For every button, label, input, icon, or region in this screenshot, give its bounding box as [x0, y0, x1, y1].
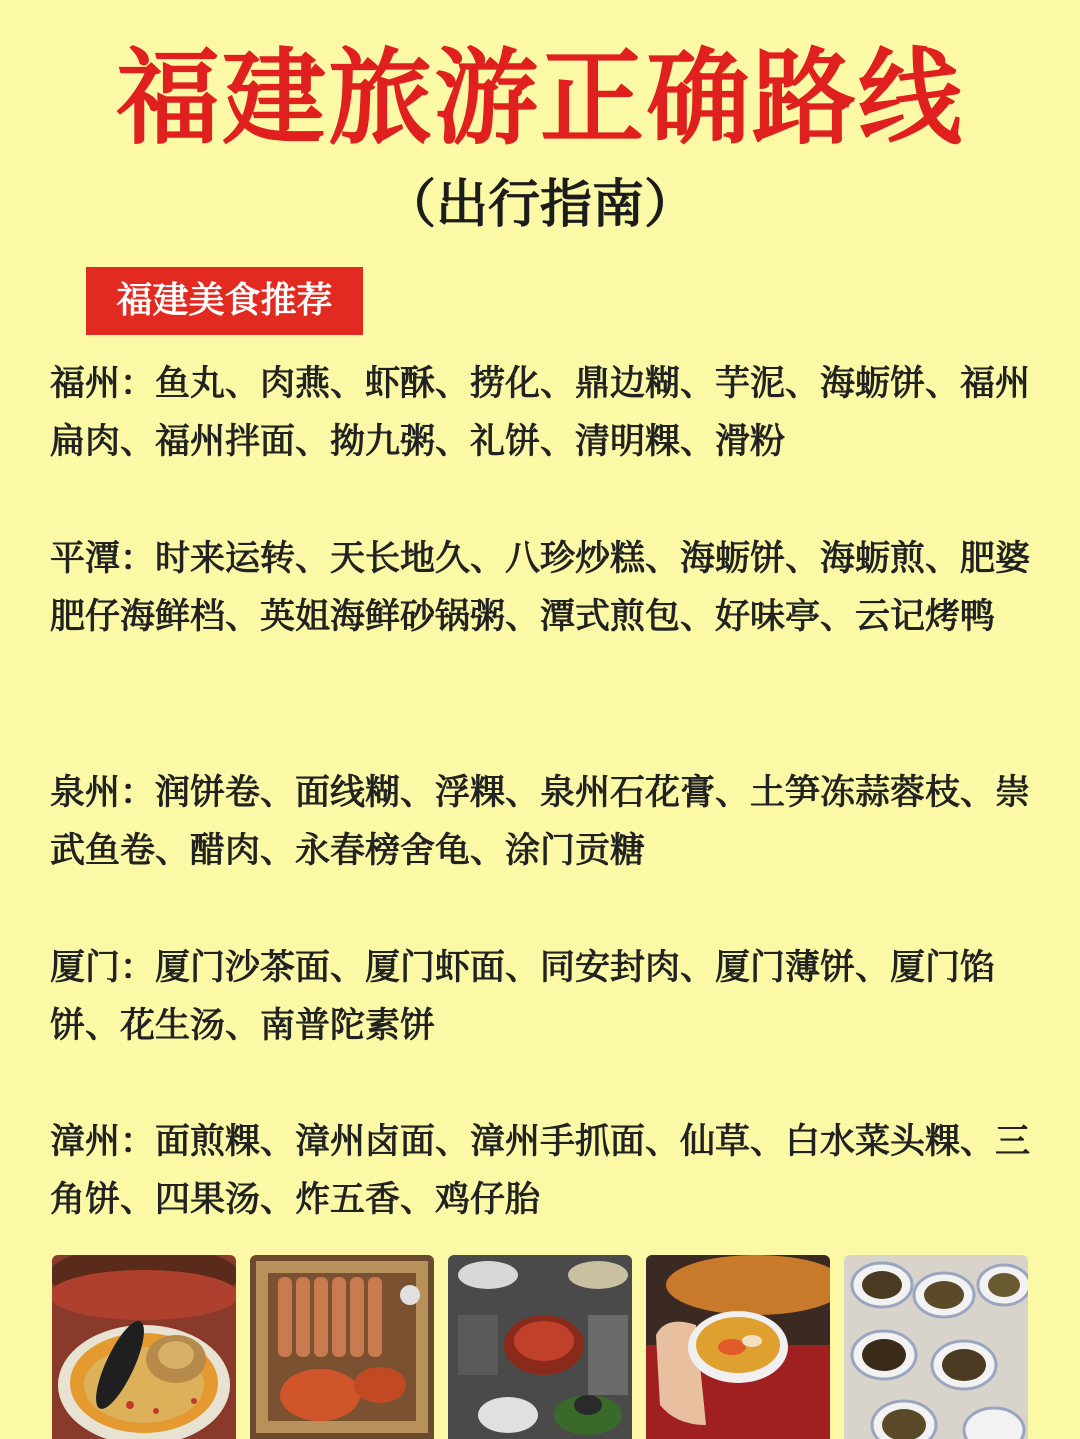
food-photo-strip — [52, 1255, 1037, 1439]
city-foods: 时来运转、天长地久、八珍炒糕、海蛎饼、海蛎煎、肥婆肥仔海鲜档、英姐海鲜砂锅粥、潭式煎包、好味亭、云记烤鸭 — [50, 539, 1031, 637]
city-foods: 润饼卷、面线糊、浮粿、泉州石花膏、土笋冻蒜蓉枝、崇武鱼卷、醋肉、永春榜舍龟、涂门贡糖 — [50, 773, 1031, 871]
city-block-xiamen — [50, 939, 1050, 1055]
city-name: 平潭： — [50, 539, 156, 579]
seafood-hotpot-table-photo — [448, 1255, 632, 1439]
sea-cucumber-rice-soup-photo — [52, 1255, 236, 1439]
city-foods: 面煎粿、漳州卤面、漳州手抓面、仙草、白水菜头粿、三角饼、四果汤、炸五香、鸡仔胎 — [50, 1122, 1031, 1220]
fish-soup-cup-photo — [646, 1255, 830, 1439]
page-title: 福建旅游正确路线 — [115, 37, 964, 159]
stew-pots-photo — [844, 1255, 1028, 1439]
city-block-fuzhou — [50, 355, 1050, 471]
city-name: 泉州： — [50, 773, 156, 813]
city-foods: 厦门沙茶面、厦门虾面、同安封肉、厦门薄饼、厦门馅饼、花生汤、南普陀素饼 — [50, 948, 996, 1046]
page-subtitle: （出行指南） — [383, 175, 696, 235]
city-foods: 鱼丸、肉燕、虾酥、捞化、鼎边糊、芋泥、海蛎饼、福州扁肉、福州拌面、拗九粥、礼饼、清明粿、滑粉 — [50, 364, 1031, 462]
city-block-quanzhou — [50, 764, 1050, 880]
section-tag: 福建美食推荐 — [86, 267, 363, 335]
city-block-zhangzhou — [50, 1113, 1050, 1229]
seafood-steamer-photo — [250, 1255, 434, 1439]
city-name: 厦门： — [50, 948, 156, 988]
city-name: 漳州： — [50, 1122, 156, 1162]
city-block-pingtan — [50, 530, 1050, 646]
city-name: 福州： — [50, 364, 156, 404]
